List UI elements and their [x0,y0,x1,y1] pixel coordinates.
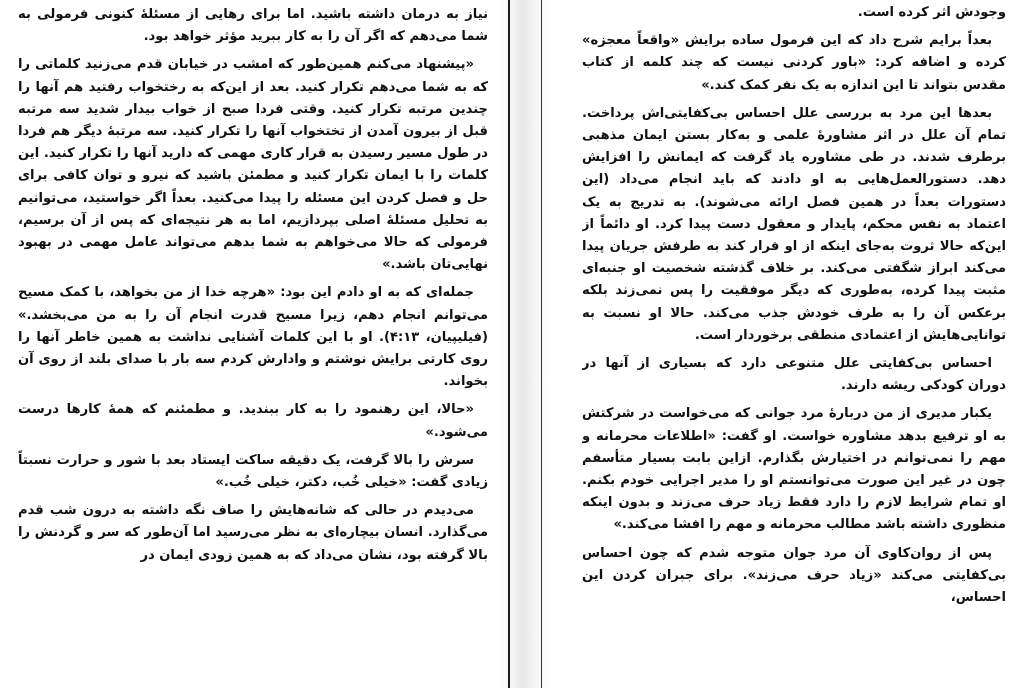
paragraph: سرش را بالا گرفت، یک دقیقه ساکت ایستاد بعد با شور و حرارت نسبتاً زیادی گفت: «خیلی خُب، دکتر، خیلی خُب.» [18,452,488,491]
paragraph: پس از روان‌کاوی آن مرد جوان متوجه شدم که چون احساس بی‌کفایتی می‌کند «زیاد حرف می‌زند». برای جبران کردن این احساس، [582,545,1006,606]
page-edge-line [541,0,542,688]
paragraph: جمله‌ای که به او دادم این بود: «هرچه خدا از من بخواهد، با کمک مسیح می‌توانم انجام دهم، زیرا مسیح قدرت انجام آن را به من می‌بخشد.» (فیلیپیان، ۴:۱۳). او با این کلمات آشنایی نداشت به همین خاطر آنها را روی کارتی برایش نوشتم و وادارش کردم سه بار با صدای بلند از روی آن بخواند. [18,285,488,390]
paragraph: بعداً برایم شرح داد که این فرمول ساده برایش «واقعاً معجزه» کرده و اضافه کرد: «باور کردنی نیست که چند کلمه از کتاب مقدس بتواند تا این اندازه به یک نفر کمک کند.» [582,33,1006,93]
paragraph: نیاز به درمان داشته باشید. اما برای رهایی از مسئلهٔ کنونی فرمولی به شما می‌دهم که اگر آن را به کار ببرید مؤثر خواهد بود. [18,7,488,45]
paragraph: وجودش اثر کرده است. [857,5,1006,20]
paragraph: یکبار مدیری از من دربارهٔ مرد جوانی که می‌خواست در شرکتش به او ترفیع بدهد مشاوره خواست. او گفت: «اطلاعات محرمانه و مهم را نمی‌توانم در اختیارش بگذارم. ازاین بابت بسیار متأسفم چون در غیر این صورت می‌توانستم او را مدیر اجرایی خودم بکنم. او تمام شرایط لازم را دارد فقط زیاد حرف می‌زند و بدون اینکه منظوری داشته باشد مطالب محرمانه و مهم را افشا می‌کند.» [582,406,1006,533]
paragraph: می‌دیدم در حالی که شانه‌هایش را صاف نگه داشته به درون شب قدم می‌گذارد. انسان بیچاره‌ای به نظر می‌رسید اما آن‌طور که سر و گردنش را بالا گرفته بود، نشان می‌داد که به همین زودی ایمان در [18,503,488,563]
left-page [18,0,488,688]
paragraph: «پیشنهاد می‌کنم همین‌طور که امشب در خیابان قدم می‌زنید کلماتی را که به شما می‌دهم تکرار کنید. بعد از این‌که به رختخواب رفتید هم آنها را چندین مرتبه تکرار کنید. وقتی فردا صبح از خواب بیدار شدید سه مرتبه قبل از بیرون آمدن از تختخواب آنها را تکرار کنید. سه مرتبهٔ دیگر هم فردا در طول مسیر رسیدن به قرار کاری مهمی که دارید آنها را تکرار کنید. این کلمات را با ایمان تکرار کنید و مطمئن باشید که نیرو و توان کافی برای حل و فصل کردن این مسئله را پیدا می‌کنید. بعداً اگر خواستید، می‌توانیم به تحلیل مسئلهٔ اصلی بپردازیم، اما به هر نتیجه‌ای که پس از آن برسیم، فرمولی که حالا می‌خواهم به شما بدهم می‌تواند عامل مهمی در بهبود نهایی‌تان باشد.» [18,57,488,273]
paragraph: «حالا، این رهنمود را به کار ببندید. و مطمئنم که همهٔ کارها درست می‌شود.» [18,402,488,440]
page-edge-line [508,0,510,688]
right-page [582,0,1006,688]
paragraph: احساس بی‌کفایتی علل متنوعی دارد که بسیاری از آنها در دوران کودکی ریشه دارند. [582,356,1006,394]
paragraph: بعدها این مرد به بررسی علل احساس بی‌کفایتی‌اش پرداخت. تمام آن علل در اثر مشاورهٔ علمی و به‌کار بستن ایمان مذهبی برطرف شدند. در طی مشاوره یاد گرفت که ایمانش را افزایش دهد. دستورالعمل‌هایی به او دادند که باید انجام می‌داد (این دستورات بعداً در همین فصل ارائه می‌شوند). به تدریج به یک اعتماد به نفس محکم، پایدار و معقول دست پیدا کرد. او دائماً از این‌که حالا ثروت به‌جای اینکه از او فرار کند به طرفش جریان پیدا می‌کند ابراز شگفتی می‌کند. بر خلاف گذشته شخصیت او جنبه‌ای مثبت پیدا کرده، به‌طوری که دیگر موفقیت را پس نمی‌زند بلکه برعکس آن را به طرف خودش جذب می‌کند. حالا او نسبت به توانایی‌هایش از اعتمادی منطقی برخوردار است. [582,105,1006,343]
